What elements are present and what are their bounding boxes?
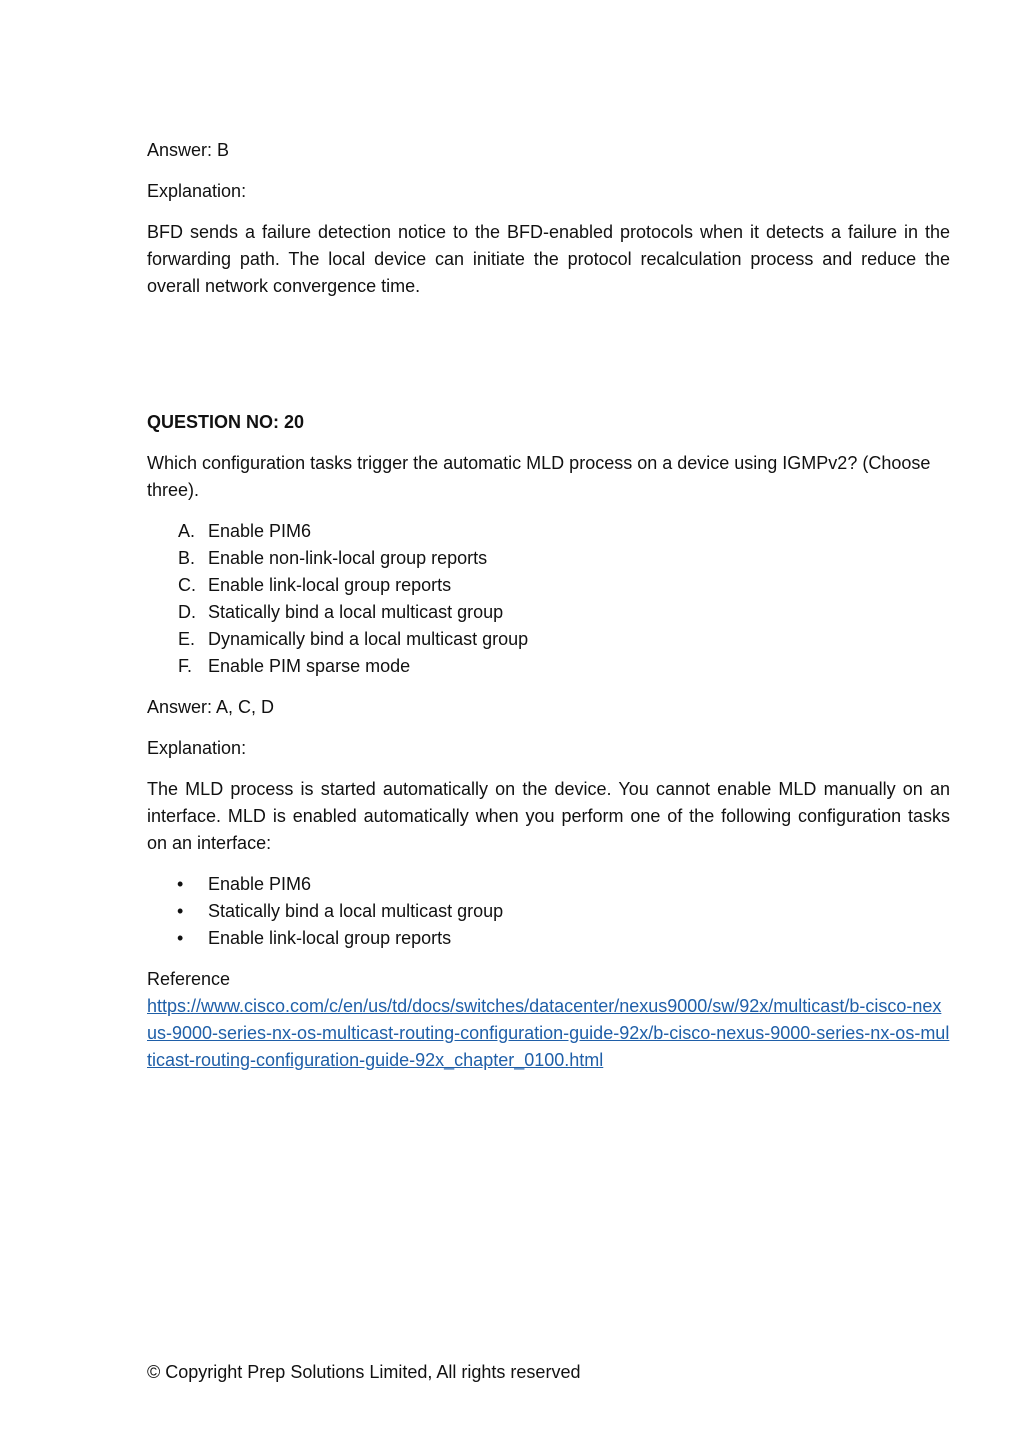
prev-explanation-label: Explanation: [147,181,247,201]
section-spacer [147,314,950,409]
reference-block [147,966,950,1074]
option-letter: C. [178,575,196,595]
bullet-icon: • [177,928,184,948]
option-text: Enable PIM6 [208,521,312,541]
option-letter: F. [178,656,193,676]
option-letter: A. [178,521,196,541]
option-text: Enable PIM sparse mode [208,656,411,676]
bullet-icon: • [177,874,184,894]
option-text: Enable link-local group reports [208,575,452,595]
option-letter: D. [178,602,196,622]
bullet-item [147,871,950,898]
question-answer: Answer: A, C, D [147,697,275,717]
option-item [147,545,950,572]
bullet-text: Enable PIM6 [208,874,312,894]
reference-label: Reference [147,969,231,989]
option-item [147,599,950,626]
option-letter: E. [178,629,196,649]
footer-copyright: © Copyright Prep Solutions Limited, All rights reserved [147,1362,581,1382]
bullet-icon: • [177,901,184,921]
question-text: Which configuration tasks trigger the automatic MLD process on a device using IGMPv2? (Choose three). [147,453,931,500]
question-explanation-text: The MLD process is started automatically on the device. You cannot enable MLD manually on an interface. MLD is enabled automatically when you perform one of the following configuration tasks on an interface: [147,779,950,853]
bullet-text: Statically bind a local multicast group [208,901,504,921]
answer-options [147,518,950,680]
option-item [147,653,950,680]
prev-answer: Answer: B [147,140,230,160]
option-letter: B. [178,548,196,568]
option-text: Statically bind a local multicast group [208,602,504,622]
reference-link[interactable]: https://www.cisco.com/c/en/us/td/docs/switches/datacenter/nexus9000/sw/92x/multicast/b-cisco-nexus-9000-series-nx-os-multicast-routing-configuration-guide-92x/b-cisco-nexus-9000-series-nx-os-multicast-routing-configuration-guide-92x_chapter_0100.html [147,996,950,1070]
option-text: Enable non-link-local group reports [208,548,488,568]
explanation-bullets [147,871,950,952]
document-page [147,137,950,1074]
bullet-item [147,898,950,925]
option-text: Dynamically bind a local multicast group [208,629,529,649]
option-item [147,626,950,653]
question-title: QUESTION NO: 20 [147,412,305,432]
option-item [147,572,950,599]
bullet-item [147,925,950,952]
prev-explanation-text: BFD sends a failure detection notice to the BFD-enabled protocols when it detects a failure in the forwarding path. The local device can initiate the protocol recalculation process and reduce the overall network convergence time. [147,222,950,296]
bullet-text: Enable link-local group reports [208,928,452,948]
question-explanation-label: Explanation: [147,738,247,758]
option-item [147,518,950,545]
